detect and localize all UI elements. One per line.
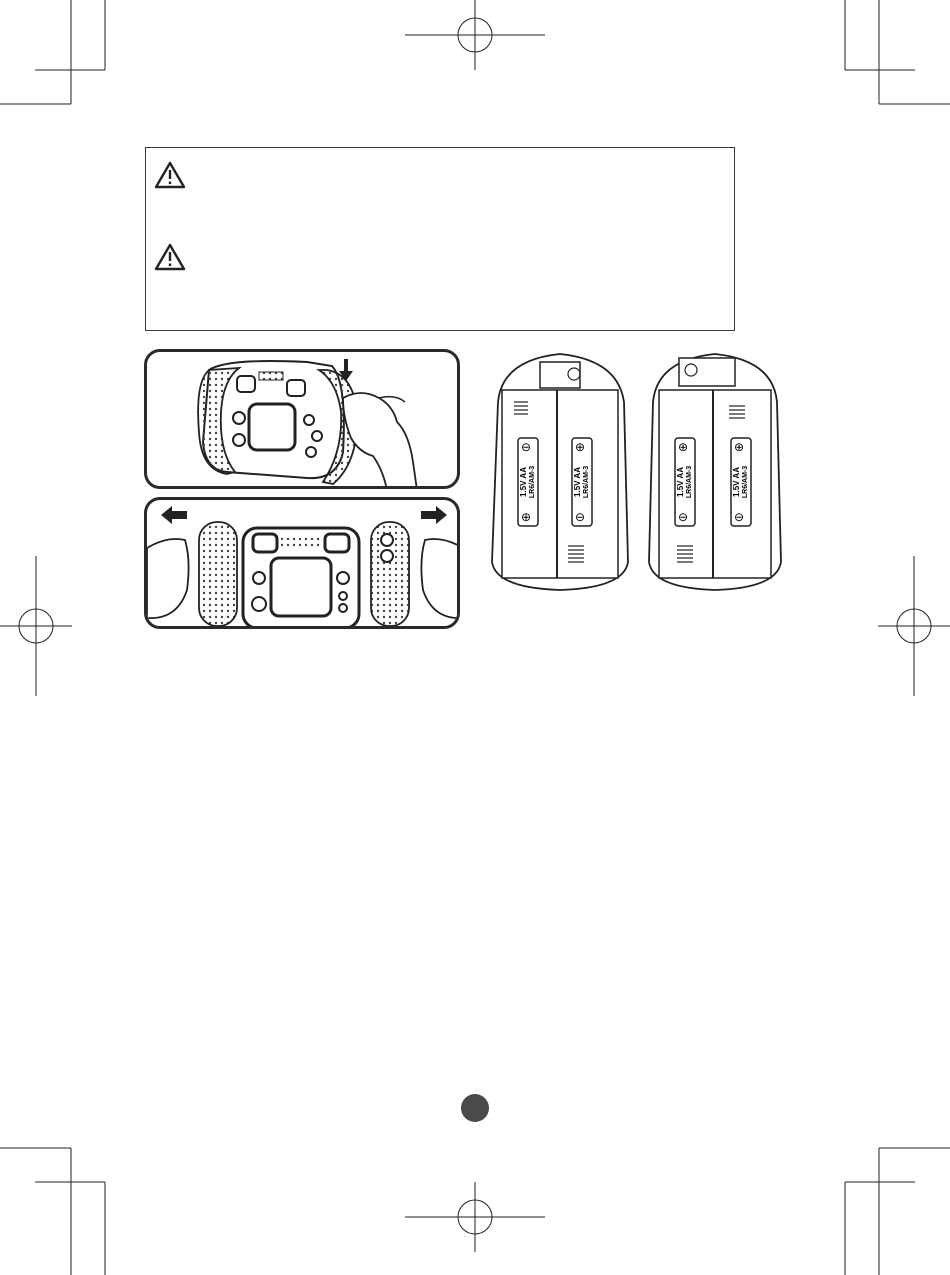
- battery-voltage-label: 1.5V AA: [676, 467, 685, 497]
- battery-voltage-label: 1.5V AA: [732, 467, 741, 497]
- battery-voltage-label: 1.5V AA: [573, 467, 582, 497]
- battery-voltage-label: 1.5V AA: [519, 467, 528, 497]
- battery-compartment-frame: [488, 350, 633, 595]
- battery-compartment-frame: [645, 350, 785, 595]
- battery-cell: [572, 438, 592, 526]
- registration-mark-icon: [405, 0, 545, 80]
- arrow-down-icon: [338, 359, 354, 383]
- battery-plus-symbol: ⊕: [678, 440, 689, 454]
- illustration-pull-grips: [144, 497, 460, 629]
- battery-compartment-left: [488, 350, 633, 595]
- battery-type-label: LR6/AM-3: [583, 465, 590, 499]
- battery-type-label: LR6/AM-3: [742, 465, 749, 499]
- battery-minus-symbol: ⊖: [521, 440, 532, 454]
- battery-cell: [731, 438, 751, 526]
- battery-minus-symbol: ⊖: [734, 510, 745, 524]
- battery-plus-symbol: ⊕: [734, 440, 745, 454]
- warning-box: [145, 147, 735, 331]
- battery-compartment-right: [645, 350, 785, 595]
- arrow-left-icon: [161, 506, 189, 524]
- registration-mark-icon: [878, 556, 950, 696]
- registration-mark-icon: [405, 1182, 545, 1275]
- warning-triangle-icon: [154, 243, 186, 271]
- battery-type-label: LR6/AM-3: [529, 465, 536, 499]
- battery-minus-symbol: ⊖: [575, 510, 586, 524]
- registration-mark-icon: [0, 556, 72, 696]
- battery-plus-symbol: ⊕: [575, 440, 586, 454]
- warning-triangle-icon: [154, 161, 186, 189]
- battery-cell: [675, 438, 695, 526]
- camera-front-illustration: [147, 500, 460, 629]
- camera-side-illustration: [147, 352, 460, 489]
- battery-cell: [518, 438, 538, 526]
- page-number-marker: [461, 1094, 489, 1122]
- battery-plus-symbol: ⊕: [521, 510, 532, 524]
- battery-type-label: LR6/AM-3: [686, 465, 693, 499]
- illustration-remove-grip: [144, 349, 460, 489]
- arrow-right-icon: [419, 506, 447, 524]
- battery-minus-symbol: ⊖: [678, 510, 689, 524]
